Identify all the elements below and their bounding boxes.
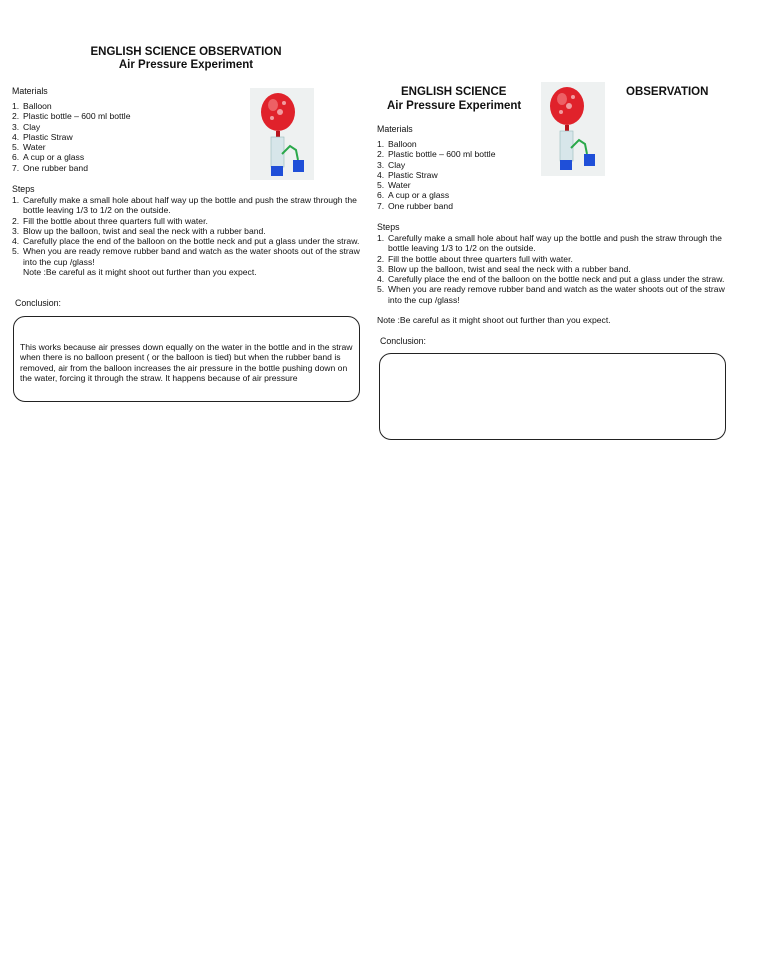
- right-steps-label: Steps: [377, 222, 400, 232]
- list-item: 5. Water: [377, 180, 411, 191]
- left-title: ENGLISH SCIENCE OBSERVATION: [90, 46, 282, 58]
- right-title-part2: OBSERVATION: [626, 86, 709, 98]
- note: Note :Be careful as it might shoot out further than you expect.: [23, 267, 257, 278]
- left-conclusion-text: This works because air presses down equally on the water in the bottle and in the straw when there is no balloon present ( or the balloon is tied) but when the rubber band is removed, air from the balloon increases the air pressure in the bottle pushing down on the water, forcing it through the straw. It happens because of air pressure: [20, 342, 353, 384]
- list-item: 1. Balloon: [377, 139, 417, 149]
- list-item: 5. When you are ready remove rubber band and watch as the water shoots out of the straw into the cup /glass!: [12, 246, 360, 267]
- list-item: 1. Carefully make a small hole about half way up the bottle and push the straw through the bottle leaving 1/3 to 1/2 on the outside.: [12, 195, 357, 216]
- left-subtitle: Air Pressure Experiment: [118, 59, 254, 71]
- left-steps-list: [12, 195, 362, 277]
- list-item: 2. Plastic bottle – 600 ml bottle: [377, 149, 496, 160]
- list-item: 7. One rubber band: [377, 200, 453, 211]
- balloon-experiment-image: [541, 82, 605, 176]
- list-item: 2. Plastic bottle – 600 ml bottle: [12, 111, 131, 122]
- list-item: 3. Clay: [12, 121, 41, 132]
- right-conclusion-box[interactable]: [379, 353, 726, 440]
- list-item: 5. When you are ready remove rubber band and watch as the water shoots out of the straw into the cup /glass!: [377, 284, 725, 305]
- right-note: Note :Be careful as it might shoot out further than you expect.: [377, 315, 611, 325]
- left-materials-list: [12, 101, 242, 173]
- list-item: 2. Fill the bottle about three quarters full with water.: [12, 215, 208, 226]
- right-steps-list: [377, 233, 729, 305]
- list-item: 4. Carefully place the end of the balloon on the bottle neck and put a glass under the straw.: [12, 236, 360, 247]
- list-item: 7. One rubber band: [12, 162, 88, 173]
- list-item: 1. Balloon: [12, 101, 52, 111]
- list-item: 4. Carefully place the end of the balloon on the bottle neck and put a glass under the straw.: [377, 274, 725, 285]
- experiment-photo: [250, 88, 314, 180]
- left-conclusion-box[interactable]: [13, 316, 360, 402]
- left-steps-label: Steps: [12, 184, 35, 194]
- list-item: 4. Plastic Straw: [12, 131, 73, 142]
- list-item: 6. A cup or a glass: [377, 190, 450, 201]
- list-item: 6. A cup or a glass: [12, 152, 85, 163]
- list-item: 5. Water: [12, 142, 46, 153]
- experiment-photo: [541, 82, 605, 176]
- list-item: 4. Plastic Straw: [377, 169, 438, 180]
- balloon-experiment-image: [250, 88, 314, 180]
- left-conclusion-label: Conclusion:: [15, 298, 61, 308]
- right-materials-label: Materials: [377, 124, 413, 134]
- list-item: 3. Blow up the balloon, twist and seal the neck with a rubber band.: [377, 263, 631, 274]
- list-item: 3. Blow up the balloon, twist and seal the neck with a rubber band.: [12, 225, 266, 236]
- right-subtitle: Air Pressure Experiment: [387, 100, 522, 112]
- list-item: 3. Clay: [377, 159, 406, 170]
- list-item: 2. Fill the bottle about three quarters full with water.: [377, 253, 573, 264]
- right-title-part1: ENGLISH SCIENCE: [401, 86, 507, 98]
- right-conclusion-label: Conclusion:: [380, 336, 426, 346]
- left-materials-label: Materials: [12, 86, 48, 96]
- right-materials-list: [377, 139, 537, 211]
- list-item: 1. Carefully make a small hole about half way up the bottle and push the straw through the bottle leaving 1/3 to 1/2 on the outside.: [377, 233, 722, 254]
